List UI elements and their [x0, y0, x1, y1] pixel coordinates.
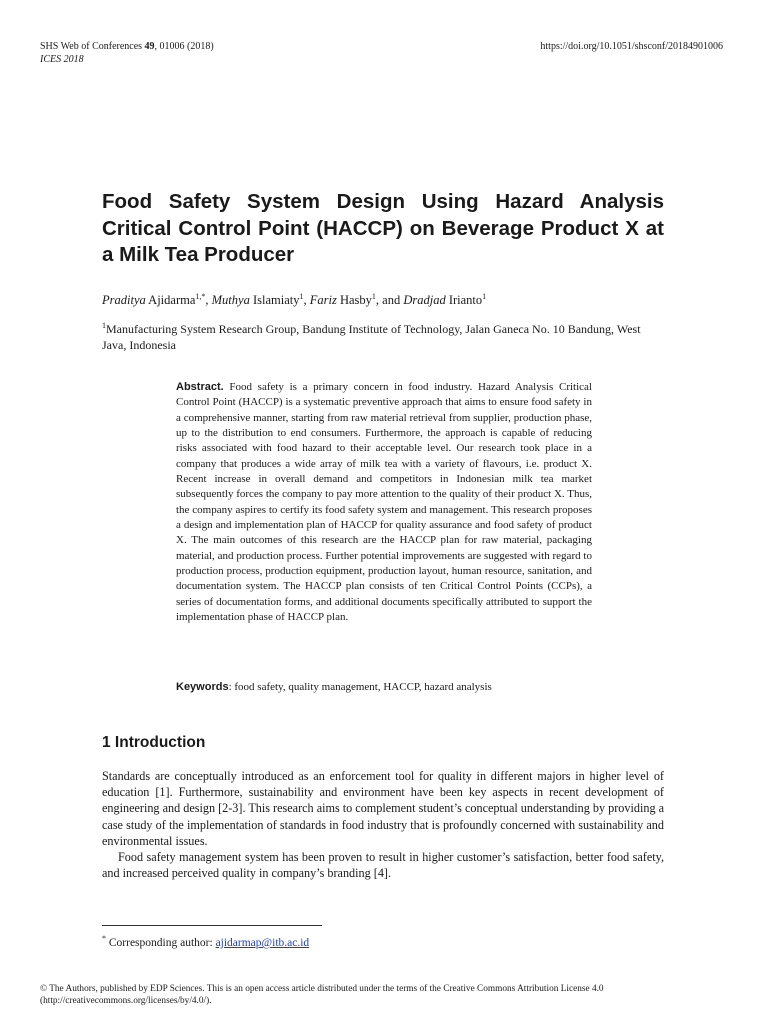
- footnote: * Corresponding author: ajidarmap@itb.ac.id: [102, 934, 310, 949]
- doi-link[interactable]: https://doi.org/10.1051/shsconf/20184901006: [540, 41, 723, 52]
- author: Muthya Islamiaty$^1$: [211, 292, 304, 308]
- journal-citation: SHS Web of Conferences 49, 01006 (2018): [40, 41, 214, 52]
- author: Praditya Ajidarma$^{1,*}$: [102, 292, 206, 308]
- conference-name: ICES 2018: [40, 54, 84, 65]
- abstract: [176, 380, 592, 626]
- author-list: Praditya Ajidarma$^{1,*}$, Muthya Islamiaty$^1$, Fariz Hasby$^1$, and Dradjad Irianto$^1$: [102, 292, 487, 308]
- email-link[interactable]: ajidarmap@itb.ac.id: [215, 936, 310, 949]
- paragraph: Food safety management system has been proven to result in higher customer’s satisfaction, better food safety, and increased perceived quality in company’s branding [4].: [102, 850, 664, 881]
- abstract-text: Food safety is a primary concern in food industry. Hazard Analysis Critical Control Point (HACCP) is a systematic preventive approach that aims to ensure food safety in a comprehensive manner, starting from raw material retrieval from supplier, production phase, up to the distribution to end consumers. Furthermore, the approach is capable of reducing risks associated with food hazard to their acceptable level. Our research took place in a company that produces a wide array of milk tea with a variety of flavours, i.e. product X. Recent increase in overall demand and competitors in Indonesian milk tea market subsequently forces the company to pay more attention to the quality of their product X. Thus, the company aspires to certify its food safety system and management. This research proposes a design and implementation plan of HACCP for quality assurance and food safety of product X. The main outcomes of this research are the HACCP plan for raw material, packaging material, and production process. Further potential improvements are suggested with regard to production process, production equipment, production layout, human resource, sanitation, and documentation system. The HACCP plan consists of ten Critical Control Points (CCPs), a series of documentation forms, and additional documents specifically attributed to support the implementation phase of HACCP plan.: [176, 381, 592, 624]
- affiliation: $^1$Manufacturing System Research Group, Bandung Institute of Technology, Jalan Ganeca No. 10 Bandung, West Java, Indonesia: [102, 321, 641, 352]
- running-header: [40, 40, 214, 66]
- author: Dradjad Irianto$^1$: [403, 292, 487, 308]
- author: Fariz Hasby$^1$: [309, 292, 376, 308]
- keywords-label: Keywords: [176, 681, 229, 693]
- license-notice: © The Authors, published by EDP Sciences. This is an open access article distributed under the terms of the Creative Commons Attribution License 4.0 (http://creativecommons.org/licenses/by/4.0/).: [40, 984, 604, 1006]
- keywords-text: : food safety, quality management, HACCP, hazard analysis: [228, 681, 492, 693]
- footnote-divider: [102, 925, 322, 926]
- volume-number: 49: [144, 41, 155, 52]
- section-heading: 1 Introduction: [102, 734, 206, 751]
- abstract-label: Abstract.: [176, 381, 224, 393]
- paper-title: Food Safety System Design Using Hazard Analysis Critical Control Point (HACCP) on Beverage Product X at a Milk Tea Producer: [102, 190, 664, 266]
- section-body: [102, 768, 664, 881]
- paragraph: Standards are conceptually introduced as an enforcement tool for quality in different majors in higher level of education [1]. Furthermore, sustainability and environment have been key aspects in recent development of engineering and design [2-3]. This research aims to complement student’s conceptual understanding by providing a case study of the implementation of standards in food industry that is profoundly concerned with sustainability and environmental issues.: [102, 769, 664, 848]
- keywords: [176, 680, 596, 695]
